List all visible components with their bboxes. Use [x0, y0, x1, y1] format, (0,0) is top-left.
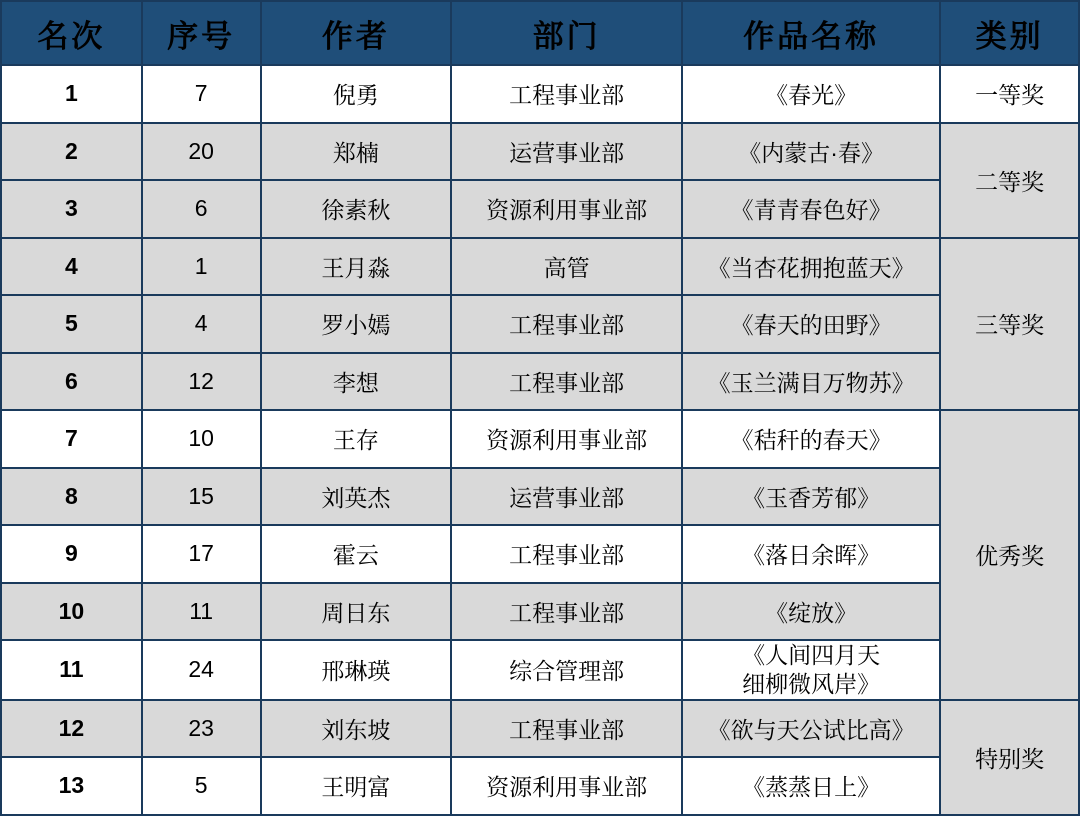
cell-author: 霍云	[261, 525, 452, 583]
cell-seq: 4	[142, 295, 261, 353]
column-header-author: 作者	[261, 1, 452, 65]
cell-category: 二等奖	[940, 123, 1079, 238]
cell-seq: 24	[142, 640, 261, 700]
cell-rank: 13	[1, 757, 142, 815]
cell-rank: 1	[1, 65, 142, 123]
cell-dept: 资源利用事业部	[451, 757, 682, 815]
table-row	[1, 468, 1079, 526]
cell-author: 徐素秋	[261, 180, 452, 238]
cell-rank: 8	[1, 468, 142, 526]
cell-seq: 20	[142, 123, 261, 181]
cell-author: 刘东坡	[261, 700, 452, 758]
cell-dept: 工程事业部	[451, 700, 682, 758]
cell-category: 一等奖	[940, 65, 1079, 123]
cell-work: 《青青春色好》	[682, 180, 940, 238]
cell-author: 罗小嫣	[261, 295, 452, 353]
cell-work	[682, 640, 940, 700]
cell-work: 《秸秆的春天》	[682, 410, 940, 468]
cell-seq: 11	[142, 583, 261, 641]
cell-author: 郑楠	[261, 123, 452, 181]
cell-seq: 5	[142, 757, 261, 815]
cell-dept: 工程事业部	[451, 525, 682, 583]
table-row	[1, 180, 1079, 238]
cell-rank: 2	[1, 123, 142, 181]
cell-dept: 高管	[451, 238, 682, 296]
table-body	[1, 65, 1079, 815]
cell-work: 《落日余晖》	[682, 525, 940, 583]
cell-work: 《内蒙古·春》	[682, 123, 940, 181]
cell-rank: 3	[1, 180, 142, 238]
cell-author: 倪勇	[261, 65, 452, 123]
cell-author: 周日东	[261, 583, 452, 641]
cell-rank: 4	[1, 238, 142, 296]
cell-work: 《玉香芳郁》	[682, 468, 940, 526]
cell-seq: 17	[142, 525, 261, 583]
cell-author: 王明富	[261, 757, 452, 815]
cell-work: 《玉兰满目万物苏》	[682, 353, 940, 411]
table-row	[1, 525, 1079, 583]
cell-work: 《蒸蒸日上》	[682, 757, 940, 815]
cell-author: 刘英杰	[261, 468, 452, 526]
cell-rank: 10	[1, 583, 142, 641]
cell-dept: 工程事业部	[451, 583, 682, 641]
cell-dept: 资源利用事业部	[451, 180, 682, 238]
cell-seq: 6	[142, 180, 261, 238]
cell-seq: 7	[142, 65, 261, 123]
table-header	[1, 1, 1079, 65]
column-header-dept: 部门	[451, 1, 682, 65]
cell-seq: 12	[142, 353, 261, 411]
table-row	[1, 65, 1079, 123]
cell-dept: 工程事业部	[451, 65, 682, 123]
cell-author: 王月淼	[261, 238, 452, 296]
cell-seq: 1	[142, 238, 261, 296]
cell-dept: 工程事业部	[451, 295, 682, 353]
cell-rank: 5	[1, 295, 142, 353]
table-row	[1, 640, 1079, 700]
cell-work: 《绽放》	[682, 583, 940, 641]
cell-seq: 10	[142, 410, 261, 468]
cell-category: 特别奖	[940, 700, 1079, 815]
cell-rank: 6	[1, 353, 142, 411]
table-row	[1, 700, 1079, 758]
cell-work-line-2: 细柳微风岸》	[742, 670, 881, 697]
cell-author: 王存	[261, 410, 452, 468]
cell-dept: 运营事业部	[451, 123, 682, 181]
table-row	[1, 410, 1079, 468]
cell-work: 《春天的田野》	[682, 295, 940, 353]
header-row	[1, 1, 1079, 65]
column-header-seq: 序号	[142, 1, 261, 65]
table-row	[1, 295, 1079, 353]
cell-dept: 运营事业部	[451, 468, 682, 526]
cell-work: 《欲与天公试比高》	[682, 700, 940, 758]
table-row	[1, 583, 1079, 641]
column-header-rank: 名次	[1, 1, 142, 65]
cell-work: 《春光》	[682, 65, 940, 123]
cell-dept: 资源利用事业部	[451, 410, 682, 468]
table-row	[1, 238, 1079, 296]
cell-work-line-1: 《人间四月天	[742, 642, 881, 668]
table-row	[1, 353, 1079, 411]
cell-rank: 11	[1, 640, 142, 700]
cell-rank: 7	[1, 410, 142, 468]
cell-category: 优秀奖	[940, 410, 1079, 700]
cell-work: 《当杏花拥抱蓝天》	[682, 238, 940, 296]
cell-category: 三等奖	[940, 238, 1079, 411]
column-header-category: 类别	[940, 1, 1079, 65]
column-header-work: 作品名称	[682, 1, 940, 65]
cell-dept: 综合管理部	[451, 640, 682, 700]
cell-rank: 9	[1, 525, 142, 583]
cell-seq: 15	[142, 468, 261, 526]
table-row	[1, 123, 1079, 181]
cell-author: 李想	[261, 353, 452, 411]
cell-seq: 23	[142, 700, 261, 758]
cell-dept: 工程事业部	[451, 353, 682, 411]
cell-author: 邢琳瑛	[261, 640, 452, 700]
cell-rank: 12	[1, 700, 142, 758]
